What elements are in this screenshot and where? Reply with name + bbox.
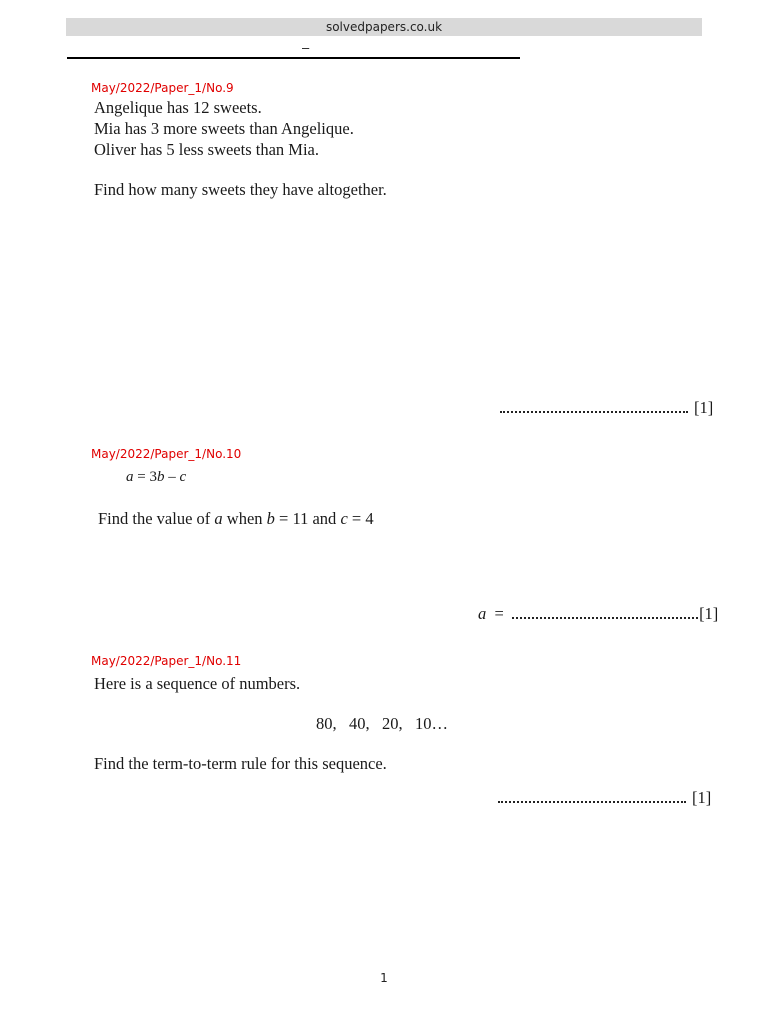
q9-line-1: Angelique has 12 sweets.: [94, 98, 262, 117]
q10-marks: [1]: [699, 604, 719, 623]
q9-reference: May/2022/Paper_1/No.9: [91, 81, 234, 95]
q11-marks: [1]: [692, 788, 712, 807]
q11-answer-dots[interactable]: [498, 791, 686, 803]
q9-line-3: Oliver has 5 less sweets than Mia.: [94, 140, 319, 159]
site-header-bar: [66, 18, 702, 36]
q11-prompt: Find the term-to-term rule for this sequence.: [94, 754, 387, 773]
q10-formula: a = 3b – c: [126, 469, 187, 485]
q10-answer-label: a: [478, 604, 487, 623]
q9-prompt: Find how many sweets they have altogether.: [94, 180, 387, 199]
page-number: 1: [380, 971, 388, 985]
header-dash: –: [302, 40, 310, 55]
q11-sequence: 80, 40, 20, 10…: [316, 714, 448, 733]
q10-reference: May/2022/Paper_1/No.10: [91, 447, 242, 461]
q9-answer-dots[interactable]: [500, 401, 688, 413]
q11-answer-line[interactable]: [498, 788, 711, 808]
site-name: solvedpapers.co.uk: [325, 20, 443, 34]
q11-intro: Here is a sequence of numbers.: [94, 674, 301, 693]
header-rule: [67, 57, 520, 59]
q10-prompt: Find the value of a when b = 11 and c = 4: [98, 509, 374, 528]
q9-marks: [1]: [694, 398, 714, 417]
q11-reference: May/2022/Paper_1/No.11: [91, 654, 242, 668]
q9-line-2: Mia has 3 more sweets than Angelique.: [94, 119, 354, 138]
q10-answer-dots[interactable]: [512, 607, 698, 619]
q10-answer-line[interactable]: [478, 604, 718, 624]
q9-answer-line[interactable]: [500, 398, 713, 418]
q10-answer-eq: =: [494, 604, 504, 623]
